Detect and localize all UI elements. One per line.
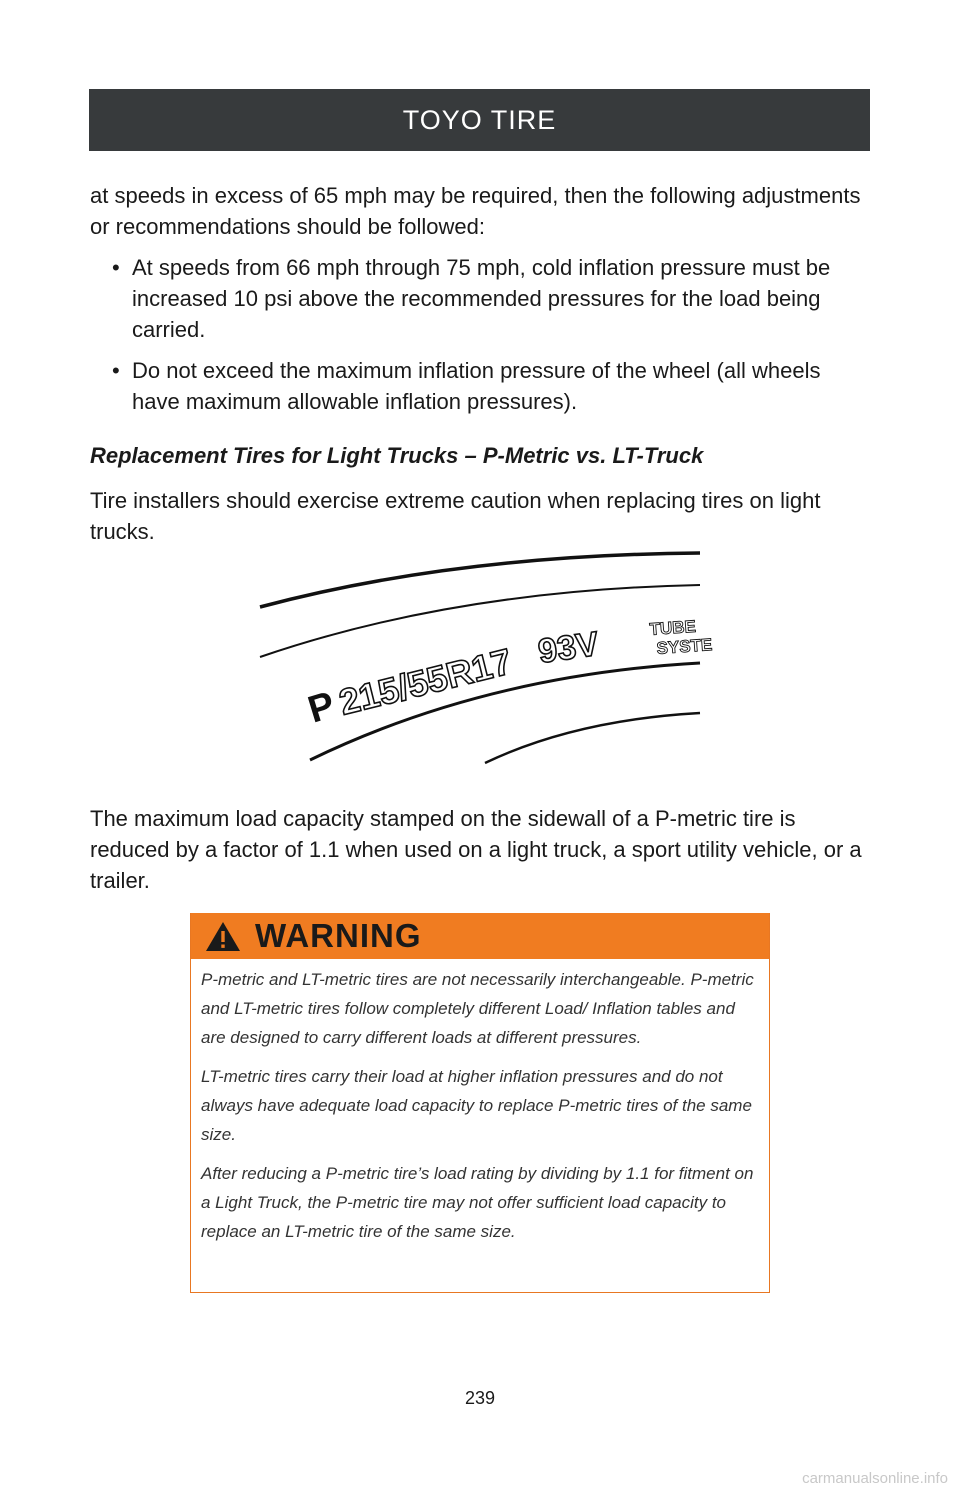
page-number: 239 bbox=[464, 1388, 496, 1408]
bullet-glyph: • bbox=[112, 255, 120, 280]
page-header bbox=[89, 89, 870, 151]
section-heading: Replacement Tires for Light Trucks – P-Metric vs. LT-Truck bbox=[90, 443, 704, 468]
bullet-text: Do not exceed the maximum inflation pressure of the wheel (all wheels have maximum allowable inflation pressures). bbox=[132, 358, 821, 414]
bullet-item bbox=[90, 355, 870, 417]
warning-box bbox=[190, 913, 770, 1293]
tire-size: 215/55R17 bbox=[335, 640, 516, 723]
warning-body bbox=[191, 959, 769, 1246]
warning-title: WARNING bbox=[255, 917, 422, 954]
tire-sidewall-image bbox=[255, 545, 713, 763]
tire-load-speed: 93V bbox=[535, 624, 602, 671]
warning-paragraph: LT-metric tires carry their load at higher inflation pressures and do not always have adequate load capacity to replace P-metric tires of the same size. bbox=[201, 1067, 752, 1144]
bullet-glyph: • bbox=[112, 358, 120, 383]
load-capacity-paragraph: The maximum load capacity stamped on the sidewall of a P-metric tire is reduced by a factor of 1.1 when used on a light truck, a sport utility vehicle, or a trailer. bbox=[90, 806, 862, 893]
warning-paragraph: P-metric and LT-metric tires are not necessarily interchangeable. P-metric and LT-metric tires follow completely different Load/ Inflation tables and are designed to carry different loads at different pressures. bbox=[201, 970, 754, 1047]
intro-paragraph: at speeds in excess of 65 mph may be required, then the following adjustments or recommendations should be followed: bbox=[90, 183, 861, 239]
warning-paragraph: After reducing a P-metric tire’s load rating by dividing by 1.1 for fitment on a Light Truck, the P-metric tire may not offer sufficient load capacity to replace an LT-metric tire of the same size. bbox=[201, 1164, 754, 1241]
bullet-list bbox=[90, 252, 870, 417]
warning-bar bbox=[191, 913, 769, 959]
tire-side-text-2: SYSTE bbox=[655, 635, 713, 658]
tire-side-text-1: TUBE bbox=[648, 616, 697, 639]
section-paragraph: Tire installers should exercise extreme caution when replacing tires on light trucks. bbox=[90, 488, 821, 544]
main-content bbox=[90, 180, 870, 547]
footer-watermark: carmanualsonline.info bbox=[802, 1470, 948, 1487]
tire-prefix: P bbox=[303, 684, 340, 732]
bullet-text: At speeds from 66 mph through 75 mph, cold inflation pressure must be increased 10 psi above the recommended pressures for the load being carried. bbox=[132, 255, 831, 342]
bullet-item bbox=[90, 252, 870, 345]
header-title: TOYO TIRE bbox=[402, 104, 557, 135]
warning-triangle-icon bbox=[205, 920, 241, 952]
